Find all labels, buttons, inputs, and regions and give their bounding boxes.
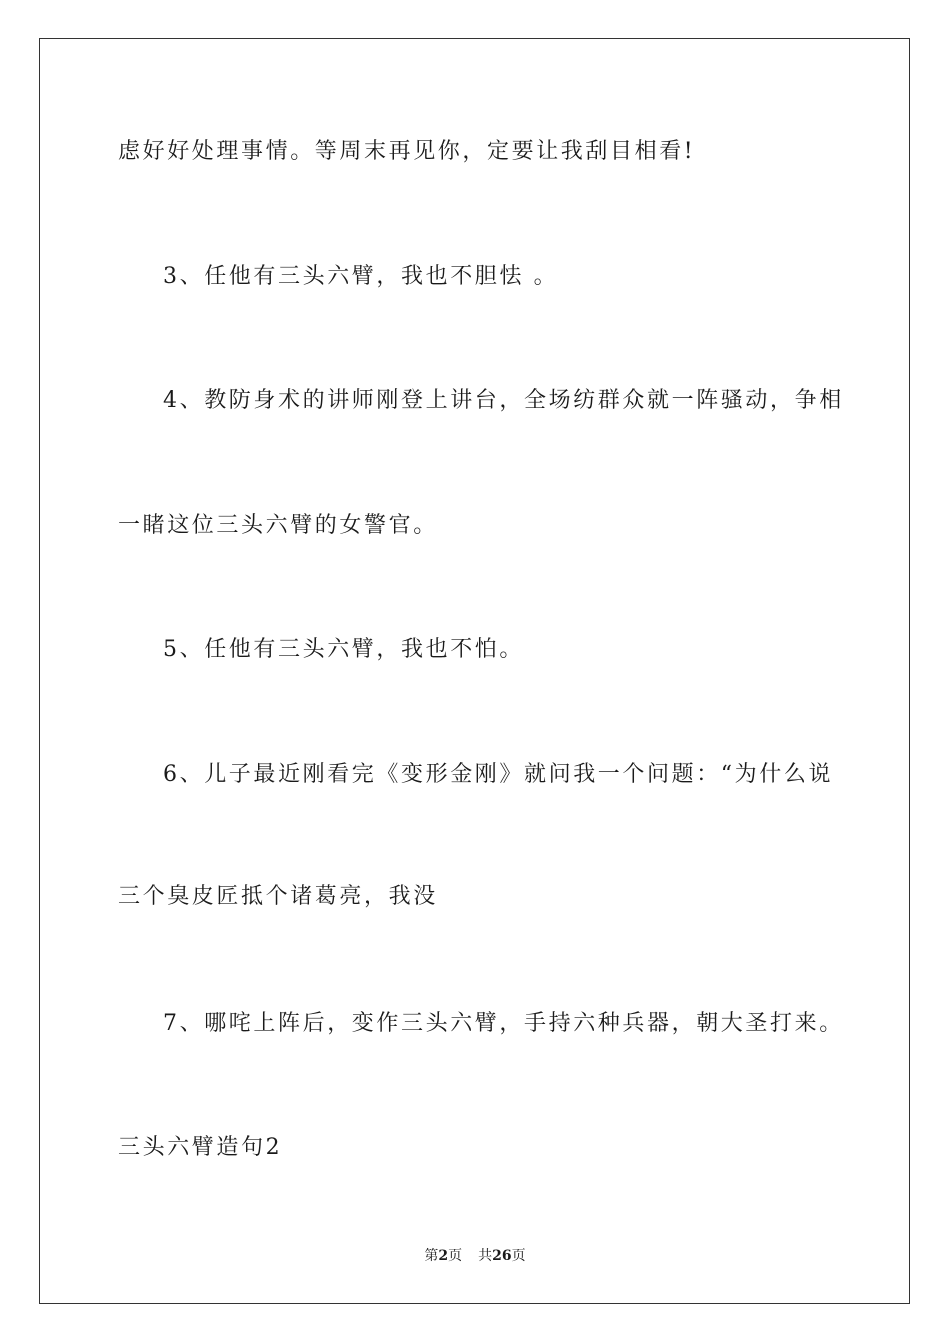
page-label-suffix: 页 <box>448 1248 463 1264</box>
page-label-prefix: 第 <box>424 1248 439 1264</box>
paragraph-line-1: 虑好好处理事情。等周末再见你，定要让我刮目相看! <box>118 139 696 164</box>
paragraph-line-5: 5、任他有三头六臂，我也不怕。 <box>163 637 524 662</box>
section-heading: 三头六臂造句2 <box>118 1135 283 1160</box>
paragraph-line-7: 三个臭皮匠抵个诸葛亮，我没 <box>118 884 438 909</box>
total-label-suffix: 页 <box>511 1248 526 1264</box>
paragraph-line-3: 4、教防身术的讲师刚登上讲台，全场纺群众就一阵骚动，争相 <box>163 388 844 413</box>
current-page-number: 2 <box>438 1248 449 1264</box>
paragraph-line-6: 6、儿子最近刚看完《变形金刚》就问我一个问题：“为什么说 <box>163 762 834 787</box>
page-border <box>39 38 910 1304</box>
total-label-prefix: 共 <box>478 1248 493 1264</box>
page-footer <box>0 1246 950 1266</box>
total-page-count: 26 <box>492 1248 512 1264</box>
paragraph-line-4: 一睹这位三头六臂的女警官。 <box>118 513 438 538</box>
paragraph-line-8: 7、哪咤上阵后，变作三头六臂，手持六种兵器，朝大圣打来。 <box>163 1011 844 1036</box>
paragraph-line-2: 3、任他有三头六臂，我也不胆怯 。 <box>163 264 559 289</box>
